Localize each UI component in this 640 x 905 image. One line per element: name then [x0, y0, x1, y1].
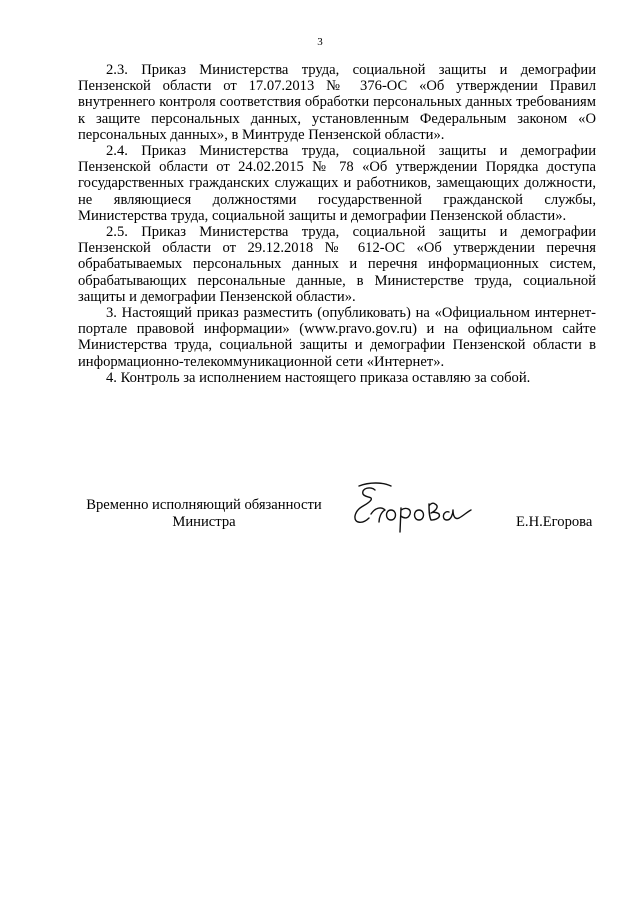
- signatory-title: [80, 497, 328, 531]
- paragraph-4: 4. Контроль за исполнением настоящего приказа оставляю за собой.: [106, 369, 531, 386]
- document-body: [78, 62, 596, 386]
- signatory-title-line-2: Министра: [172, 514, 236, 530]
- signatory-name: Е.Н.Егорова: [516, 514, 593, 530]
- page-number: 3: [317, 36, 323, 48]
- signature-block: [0, 480, 640, 550]
- handwritten-signature-icon: [345, 480, 475, 540]
- paragraph-3: 3. Настоящий приказ разместить (опубликовать) на «Официальном интернет-портале правовой информации» (www.pravo.gov.ru) и на официальном сайте Министерства труда, социальной защиты и демографии Пензенской области в информационно-телекоммуникационной сети «Интернет».: [78, 305, 596, 370]
- paragraph-2-3: 2.3. Приказ Министерства труда, социальной защиты и демографии Пензенской области от 17.07.2013 № 376-ОС «Об утверждении Правил внутреннего контроля соответствия обработки персональных данных требованиям к защите персональных данных, установленным Федеральным законом «О персональных данных», в Минтруде Пензенской области».: [78, 62, 596, 143]
- paragraph-2-4: 2.4. Приказ Министерства труда, социальной защиты и демографии Пензенской области от 24.02.2015 № 78 «Об утверждении Порядка доступа государственных гражданских служащих и работников, замещающих должности, не являющиеся должностями государственной гражданской службы, Министерства труда, социальной защиты и демографии Пензенской области».: [78, 143, 596, 224]
- signatory-title-line-1: Временно исполняющий обязанности: [86, 497, 322, 513]
- paragraph-2-5: 2.5. Приказ Министерства труда, социальной защиты и демографии Пензенской области от 29.12.2018 № 612-ОС «Об утверждении перечня обрабатываемых персональных данных и перечня информационных систем, обрабатывающих персональные данные, в Министерстве труда, социальной защиты и демографии Пензенской области».: [78, 224, 596, 305]
